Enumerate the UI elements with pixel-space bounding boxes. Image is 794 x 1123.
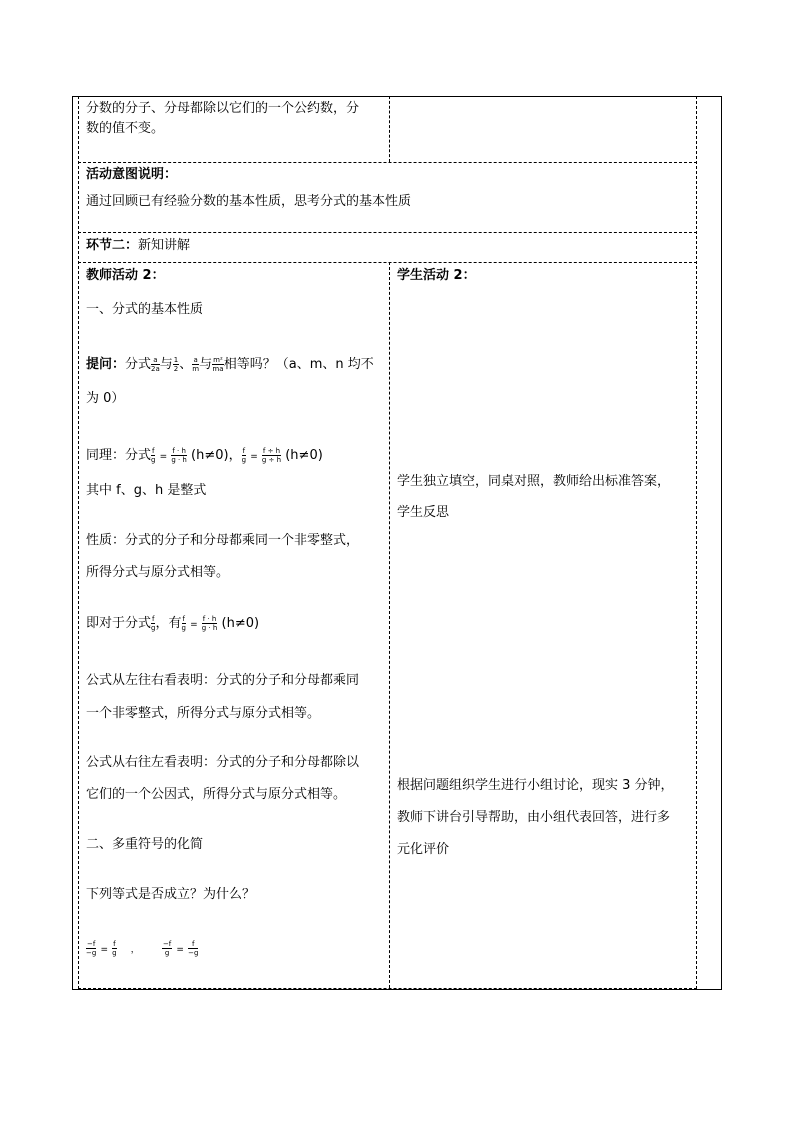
same-line2: 其中 f、g、h 是整式 bbox=[86, 483, 207, 498]
fraction-numerator: a bbox=[193, 356, 198, 364]
stage-label: 环节二： bbox=[86, 238, 139, 253]
student-note2-line3: 元化评价 bbox=[397, 842, 450, 857]
fraction-denominator: g · h bbox=[201, 624, 218, 632]
fraction bbox=[151, 356, 160, 373]
question-text: 与 bbox=[199, 357, 213, 372]
ask-line: 下列等式是否成立？为什么？ bbox=[86, 887, 256, 902]
property-line2: 所得分式与原分式相等。 bbox=[86, 565, 230, 580]
question-line2: 为 0） bbox=[86, 391, 125, 406]
forall-prefix: 即对于分式 bbox=[86, 616, 152, 631]
fraction-numerator: 1 bbox=[173, 356, 179, 364]
row-divider bbox=[78, 232, 697, 233]
fraction-numerator: f bbox=[113, 940, 116, 948]
same-prefix: 同理：分式 bbox=[86, 448, 152, 463]
question-text: 与 bbox=[159, 357, 173, 372]
fraction bbox=[112, 940, 116, 957]
student-note1-line2: 学生反思 bbox=[397, 505, 450, 520]
equals-sign: = bbox=[159, 452, 168, 462]
teacher-section1: 一、分式的基本性质 bbox=[86, 302, 204, 317]
student-heading: 学生活动 2： bbox=[397, 268, 476, 283]
condition: (h≠0)， bbox=[191, 448, 242, 463]
fraction-denominator: g bbox=[112, 949, 117, 957]
equals-sign: = bbox=[250, 452, 258, 462]
condition: (h≠0) bbox=[285, 448, 323, 463]
fraction-numerator: f bbox=[182, 615, 185, 623]
equals-sign: = bbox=[190, 620, 198, 630]
intent-text: 通过回顾已有经验分数的基本性质，思考分式的基本性质 bbox=[86, 194, 412, 209]
forall-line bbox=[86, 615, 259, 633]
fraction-denominator: −g bbox=[188, 949, 199, 957]
teacher-section2: 二、多重符号的化简 bbox=[86, 837, 204, 852]
fraction bbox=[188, 940, 198, 957]
fraction-numerator: f · h bbox=[202, 615, 217, 623]
column-divider bbox=[389, 96, 390, 162]
equals-sign: = bbox=[176, 945, 184, 955]
fraction-denominator: 2 bbox=[173, 365, 179, 373]
fraction-numerator: f bbox=[152, 447, 155, 455]
row1-left-line1: 分数的分子、分母都除以它们的一个公约数，分 bbox=[86, 101, 360, 116]
fraction-denominator: −g bbox=[86, 949, 97, 957]
rtl-line2: 它们的一个公因式，所得分式与原分式相等。 bbox=[86, 787, 347, 802]
fraction bbox=[242, 447, 246, 464]
fraction-denominator: g ÷ h bbox=[261, 456, 282, 464]
fraction-numerator: f bbox=[242, 447, 246, 455]
fraction-numerator: f bbox=[152, 615, 155, 623]
fraction bbox=[182, 615, 186, 632]
equations-line bbox=[86, 940, 198, 958]
student-note2-line1: 根据问题组织学生进行小组讨论，现实 3 分钟， bbox=[397, 778, 674, 793]
rtl-line1: 公式从右往左看表明：分式的分子和分母都除以 bbox=[86, 755, 360, 770]
equation-separator: ， bbox=[130, 945, 140, 955]
property-line1: 性质：分式的分子和分母都乘同一个非零整式， bbox=[86, 533, 360, 548]
forall-mid: ，有 bbox=[155, 616, 182, 631]
fraction-numerator: m² bbox=[213, 356, 223, 364]
equals-sign: = bbox=[100, 945, 109, 955]
fraction-denominator: 2a bbox=[151, 365, 160, 373]
fraction-denominator: g bbox=[181, 624, 186, 632]
row-divider bbox=[78, 988, 697, 989]
question-text: 、 bbox=[179, 357, 193, 372]
fraction-numerator: f bbox=[188, 940, 198, 949]
student-note1-line1: 学生独立填空，同桌对照，教师给出标准答案， bbox=[397, 474, 671, 489]
fraction-denominator: g bbox=[164, 949, 170, 957]
fraction bbox=[151, 447, 155, 464]
row-divider bbox=[78, 162, 697, 163]
row-divider bbox=[78, 262, 697, 263]
teacher-heading: 教师活动 2： bbox=[86, 268, 165, 283]
fraction-denominator: g · h bbox=[171, 456, 187, 464]
fraction bbox=[212, 356, 224, 373]
intent-heading: 活动意图说明： bbox=[86, 167, 178, 182]
fraction bbox=[202, 615, 218, 632]
ltr-line2: 一个非零整式，所得分式与原分式相等。 bbox=[86, 706, 321, 721]
stage-title bbox=[86, 238, 190, 254]
stage-name: 新知讲解 bbox=[138, 238, 191, 253]
condition: (h≠0) bbox=[221, 616, 260, 631]
fraction-numerator: f · h bbox=[172, 447, 186, 455]
student-note2-line2: 教师下讲台引导帮助，由小组代表回答，进行多 bbox=[397, 810, 671, 825]
question-text: 分式 bbox=[125, 357, 152, 372]
row1-left-line2: 数的值不变。 bbox=[86, 121, 165, 136]
same-line1 bbox=[86, 447, 323, 465]
fraction-numerator: f ÷ h bbox=[262, 447, 281, 455]
fraction bbox=[162, 940, 172, 957]
fraction-numerator: a bbox=[151, 356, 160, 365]
fraction bbox=[262, 447, 281, 464]
fraction-denominator: ma bbox=[212, 365, 224, 373]
fraction bbox=[86, 940, 96, 957]
fraction bbox=[171, 447, 187, 464]
fraction-denominator: m bbox=[192, 365, 200, 373]
question-prefix: 提问： bbox=[86, 357, 126, 372]
ltr-line1: 公式从左往右看表明：分式的分子和分母都乘同 bbox=[86, 673, 360, 688]
fraction-denominator: g bbox=[241, 456, 247, 464]
fraction-denominator: g bbox=[151, 456, 156, 464]
fraction-numerator: −f bbox=[87, 940, 96, 948]
fraction-numerator: −f bbox=[162, 940, 172, 948]
fraction-denominator: g bbox=[151, 624, 156, 632]
question-line1 bbox=[86, 356, 374, 373]
column-divider bbox=[389, 262, 390, 988]
question-text: 相等吗？（a、m、n 均不 bbox=[223, 357, 374, 372]
